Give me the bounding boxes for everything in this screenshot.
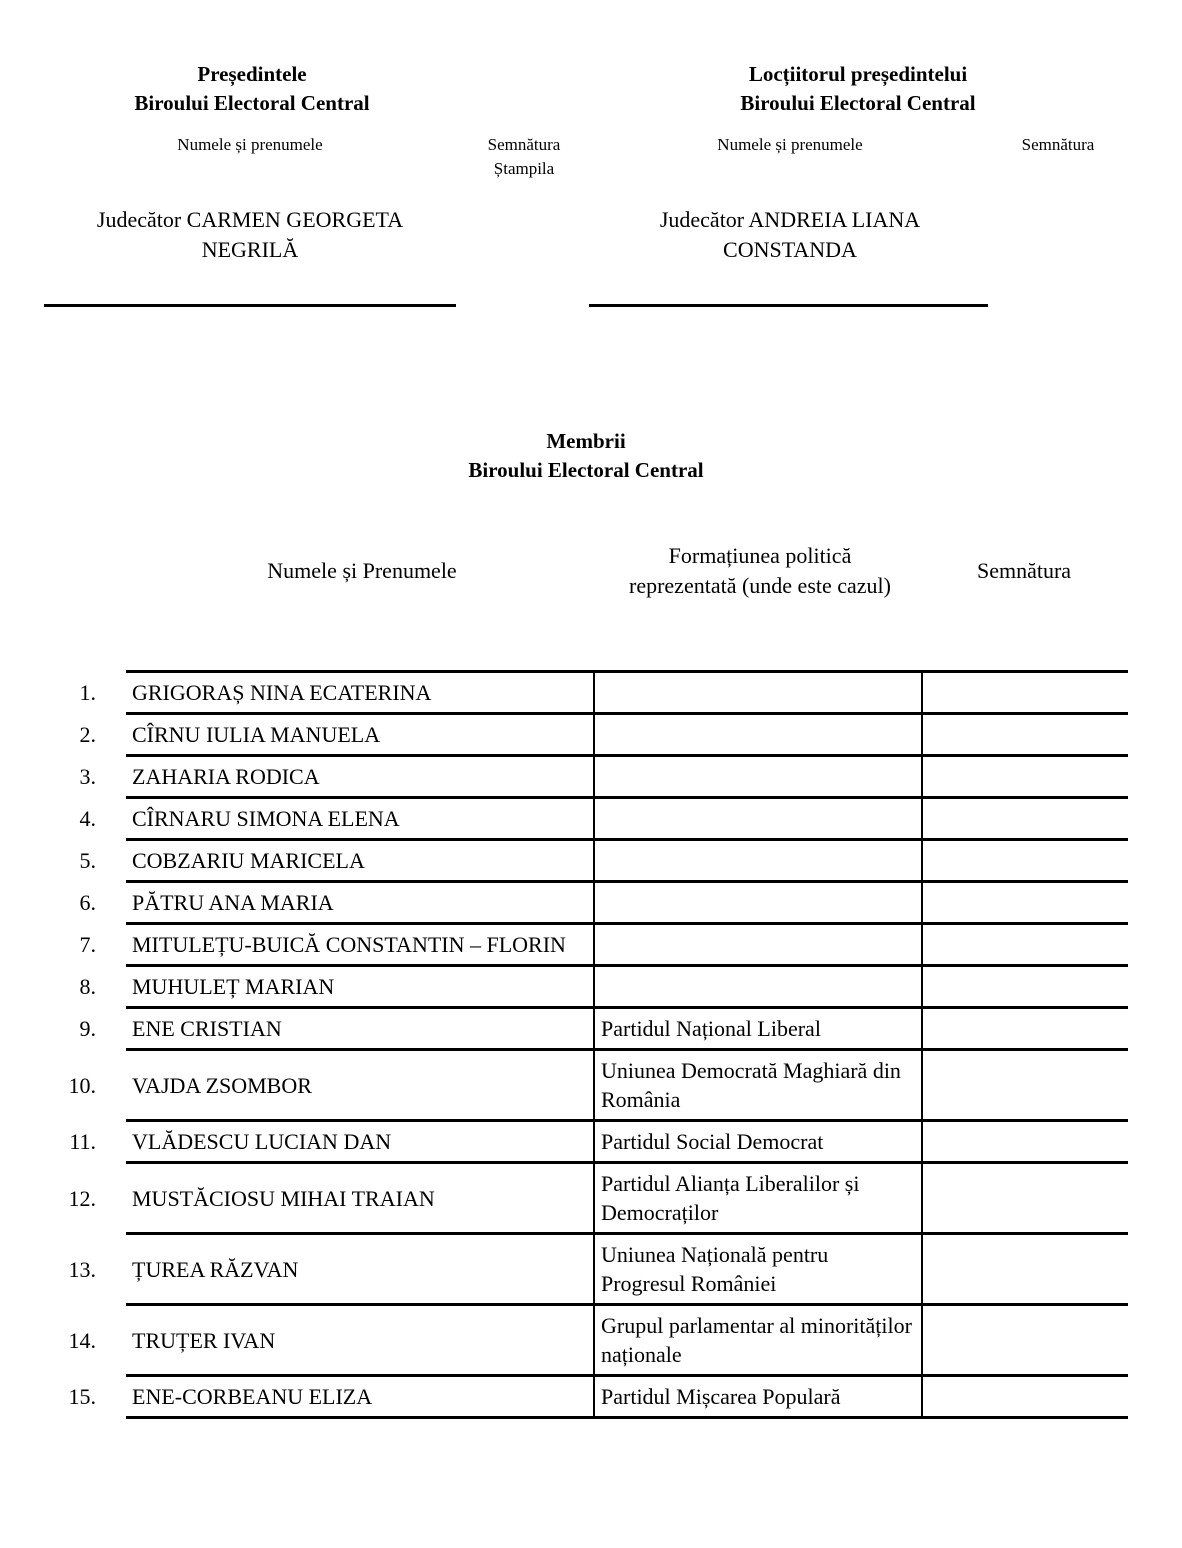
member-name: ȚUREA RĂZVAN — [132, 1256, 299, 1282]
president-title-line1: Președintele — [197, 62, 307, 86]
member-name: GRIGORAȘ NINA ECATERINA — [132, 680, 432, 705]
member-name: CÎRNU IULIA MANUELA — [132, 722, 381, 747]
member-name-cell — [68, 1163, 594, 1234]
president-title-line2: Biroului Electoral Central — [134, 91, 370, 115]
member-party: Partidul Național Liberal — [601, 1016, 821, 1041]
member-signature-cell — [922, 1376, 1128, 1418]
member-signature-cell — [922, 714, 1128, 756]
member-number: 7. — [79, 932, 96, 957]
deputy-title — [678, 60, 1038, 118]
table-row — [126, 1234, 1128, 1305]
member-name: COBZARIU MARICELA — [132, 848, 365, 873]
member-number: 15. — [68, 1384, 96, 1409]
member-name-cell — [79, 924, 594, 966]
deputy-title-line2: Biroului Electoral Central — [740, 91, 976, 115]
member-name: TRUȚER IVAN — [132, 1327, 276, 1353]
member-name-cell — [68, 1234, 594, 1305]
member-signature-cell — [922, 924, 1128, 966]
member-number: 5. — [79, 848, 96, 873]
member-signature-cell — [922, 1234, 1128, 1305]
member-number: 2. — [79, 722, 96, 747]
member-number: 13. — [68, 1256, 96, 1282]
member-name-cell — [68, 1305, 594, 1376]
president-stamp-text: Ștampila — [493, 159, 555, 178]
table-row — [126, 966, 1128, 1008]
member-signature-cell — [922, 756, 1128, 798]
member-signature-cell — [922, 1305, 1128, 1376]
member-name: ENE-CORBEANU ELIZA — [132, 1384, 373, 1409]
member-signature-cell — [922, 1121, 1128, 1163]
president-signature-line — [44, 304, 456, 307]
deputy-title-line1: Locțiitorul președintelui — [748, 62, 968, 86]
table-row — [126, 924, 1128, 966]
member-party-cell — [594, 1234, 922, 1305]
member-signature-cell — [922, 840, 1128, 882]
member-signature-cell — [922, 966, 1128, 1008]
member-name: CÎRNARU SIMONA ELENA — [132, 806, 400, 831]
member-party-cell — [594, 798, 922, 840]
member-name-cell — [79, 756, 594, 798]
column-header-party-line2: reprezentată (unde este cazul) — [629, 573, 891, 598]
table-row — [126, 1376, 1128, 1418]
deputy-name-line2: CONSTANDA — [723, 237, 857, 262]
member-party-cell — [594, 756, 922, 798]
member-name-cell — [79, 798, 594, 840]
member-name-cell — [68, 1050, 594, 1121]
member-name-cell — [79, 840, 594, 882]
deputy-name-line1: Judecător ANDREIA LIANA — [659, 207, 921, 232]
member-number: 14. — [68, 1327, 96, 1353]
member-party: Partidul Alianța Liberalilor și Democraților — [601, 1171, 860, 1225]
members-table — [68, 670, 1128, 1419]
member-number: 10. — [68, 1072, 96, 1098]
member-number: 4. — [79, 806, 96, 831]
column-header-party — [590, 541, 930, 601]
member-signature-cell — [922, 672, 1128, 714]
member-name-cell — [79, 966, 594, 1008]
member-name: MUSTĂCIOSU MIHAI TRAIAN — [132, 1185, 435, 1211]
member-party-cell — [594, 966, 922, 1008]
member-party-cell — [594, 714, 922, 756]
member-number: 9. — [79, 1016, 96, 1041]
member-number: 8. — [79, 974, 96, 999]
table-row — [126, 714, 1128, 756]
president-signature-label — [464, 133, 584, 181]
table-row — [126, 756, 1128, 798]
members-title-line1: Membrii — [546, 429, 626, 453]
member-signature-cell — [922, 798, 1128, 840]
table-row — [126, 672, 1128, 714]
member-name-cell — [79, 672, 594, 714]
table-row — [126, 840, 1128, 882]
member-name: ZAHARIA RODICA — [132, 764, 320, 789]
table-row — [126, 1305, 1128, 1376]
member-party-cell — [594, 1008, 922, 1050]
member-signature-cell — [922, 1008, 1128, 1050]
members-title — [386, 427, 786, 485]
member-name-cell — [79, 1008, 594, 1050]
table-row — [126, 1008, 1128, 1050]
member-signature-cell — [922, 882, 1128, 924]
deputy-signature-label: Semnătura — [1021, 135, 1095, 154]
member-party: Partidul Social Democrat — [601, 1129, 824, 1154]
member-party: Grupul parlamentar al minorităților naționale — [601, 1313, 912, 1367]
members-table-body — [68, 672, 1128, 1418]
member-name-cell — [79, 714, 594, 756]
column-header-signature: Semnătura — [976, 558, 1072, 583]
member-party-cell — [594, 1376, 922, 1418]
member-party-cell — [594, 1121, 922, 1163]
table-row — [126, 1050, 1128, 1121]
member-party-cell — [594, 840, 922, 882]
member-signature-cell — [922, 1050, 1128, 1121]
member-party-cell — [594, 1305, 922, 1376]
table-row — [126, 1163, 1128, 1234]
column-header-party-line1: Formațiunea politică — [668, 543, 852, 568]
member-name: ENE CRISTIAN — [132, 1016, 282, 1041]
president-name-label: Numele și prenumele — [177, 135, 323, 154]
president-signature-text: Semnătura — [487, 135, 561, 154]
member-number: 11. — [69, 1129, 96, 1154]
members-title-line2: Biroului Electoral Central — [468, 458, 704, 482]
member-name: MITULEȚU-BUICĂ CONSTANTIN – FLORIN — [132, 932, 566, 957]
president-name-line1: Judecător CARMEN GEORGETA — [96, 207, 404, 232]
member-signature-cell — [922, 1163, 1128, 1234]
member-name-cell — [68, 1376, 594, 1418]
member-party-cell — [594, 1163, 922, 1234]
president-title — [72, 60, 432, 118]
president-name — [50, 205, 450, 265]
member-number: 6. — [79, 890, 96, 915]
deputy-name-label: Numele și prenumele — [717, 135, 863, 154]
deputy-signature-line — [589, 304, 988, 307]
member-party: Uniunea Națională pentru Progresul României — [601, 1242, 829, 1296]
table-row — [126, 798, 1128, 840]
member-party: Uniunea Democrată Maghiară din România — [601, 1058, 901, 1112]
president-name-line2: NEGRILĂ — [201, 237, 299, 262]
table-row — [126, 882, 1128, 924]
member-party: Partidul Mișcarea Populară — [601, 1384, 841, 1409]
deputy-name — [590, 205, 990, 265]
member-number: 12. — [68, 1185, 96, 1211]
member-party-cell — [594, 882, 922, 924]
member-name: VAJDA ZSOMBOR — [132, 1072, 312, 1098]
member-name: VLĂDESCU LUCIAN DAN — [132, 1129, 392, 1154]
member-party-cell — [594, 672, 922, 714]
member-name-cell — [79, 882, 594, 924]
member-name: PĂTRU ANA MARIA — [132, 890, 334, 915]
table-row — [126, 1121, 1128, 1163]
member-number: 3. — [79, 764, 96, 789]
member-name-cell — [69, 1121, 594, 1163]
member-party-cell — [594, 1050, 922, 1121]
member-party-cell — [594, 924, 922, 966]
member-number: 1. — [79, 680, 96, 705]
member-name: MUHULEȚ MARIAN — [132, 974, 335, 999]
column-header-name: Numele și Prenumele — [267, 558, 457, 583]
